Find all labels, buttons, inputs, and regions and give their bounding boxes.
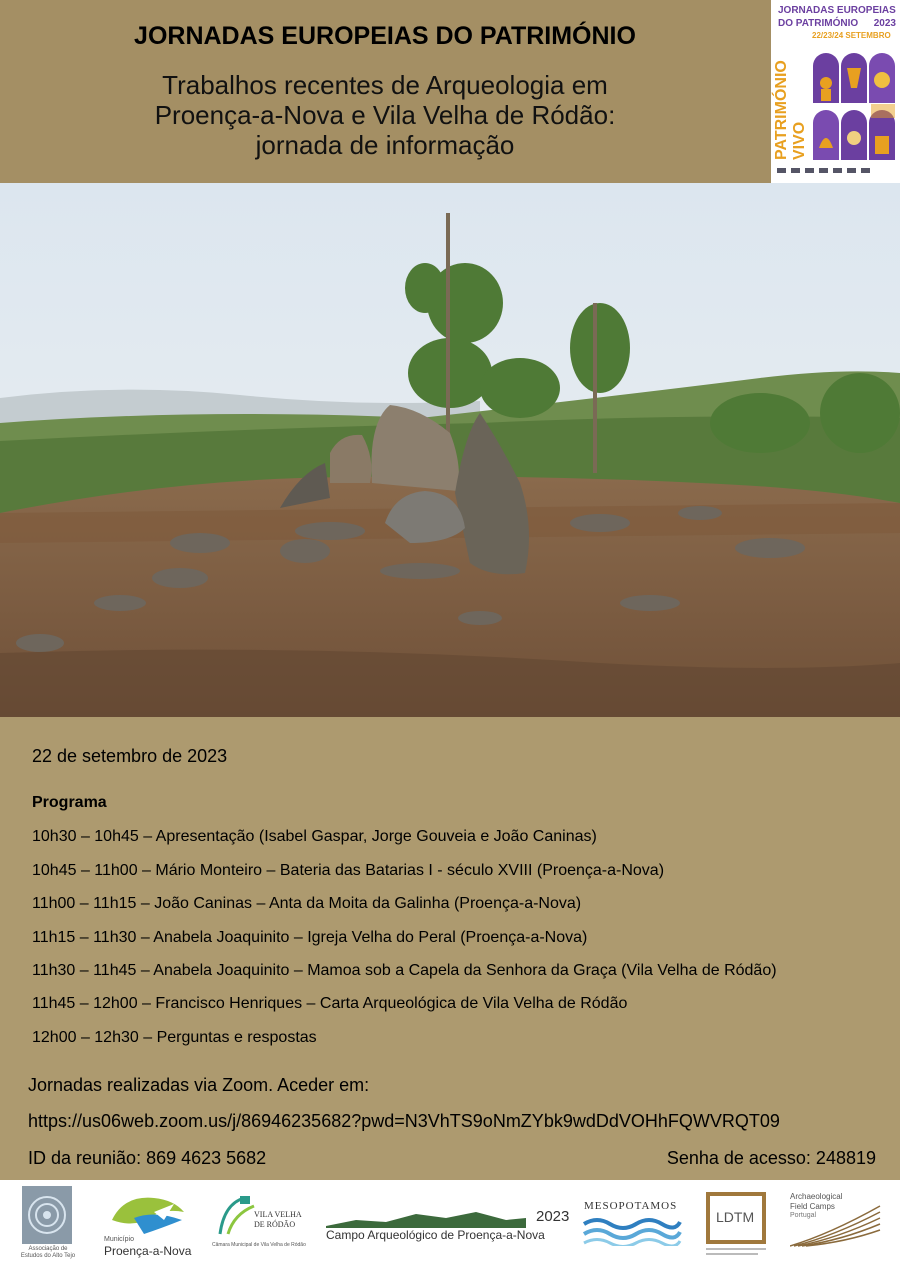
zoom-intro: Jornadas realizadas via Zoom. Aceder em: [28,1075,370,1095]
afc-swoosh-icon [790,1204,882,1248]
afc-line-3: Portugal [790,1212,817,1219]
ldtm-text: LDTM [716,1209,755,1225]
badge-dates: 22/23/24 SETEMBRO [812,31,891,40]
ldtm-caption-line [706,1253,758,1255]
sponsor-logo-icon [847,168,856,173]
campo-arqueologico-logo [324,1206,568,1246]
page-title: JORNADAS EUROPEIAS DO PATRIMÓNIO [134,22,636,50]
afc-line-1: Archaeological [790,1192,843,1201]
programa-item: 12h00 – 12h30 – Perguntas e respostas [32,1029,317,1046]
badge-line-2-text: DO PATRIMÓNIO [778,18,859,29]
aeat-logo [18,1186,76,1266]
badge-vertical-vivo: VIVO [791,121,808,160]
subtitle-line-1: Trabalhos recentes de Arqueologia em [162,70,608,100]
sponsor-logo-icon [805,168,814,173]
sponsor-logo-icon [791,168,800,173]
sponsor-logo-icon [833,168,842,173]
mountain-silhouette-icon [326,1208,526,1228]
programa-item: 10h45 – 11h00 – Mário Monteiro – Bateria das Batarias I - século XVIII (Proença-a-Nova) [32,862,665,879]
archaeological-field-camps-logo [788,1192,888,1258]
vvr-name-1: VILA VELHA [254,1210,302,1219]
proenca-a-nova-logo [100,1190,192,1260]
afc-line-2: Field Camps [790,1202,835,1211]
aeat-emblem-icon [22,1186,72,1244]
programa-item: 11h30 – 11h45 – Anabela Joaquinito – Mamoa sob a Capela da Senhora da Graça (Vila Velha de Ródão) [32,962,777,979]
programa-item: 11h45 – 12h00 – Francisco Henriques – Carta Arqueológica de Vila Velha de Ródão [32,995,628,1012]
programa-item: 10h30 – 10h45 – Apresentação (Isabel Gaspar, Jorge Gouveia e João Caninas) [32,828,597,845]
badge-sponsor-logos [777,168,895,176]
sponsor-logo-icon [777,168,786,173]
ldtm-logo [702,1192,772,1258]
aeat-text: Associação de Estudos do Alto Tejo [20,1246,76,1259]
header-band [0,0,900,183]
subtitle-line-3: jornada de informação [255,130,515,160]
patrimonio-vivo-badge [771,0,900,183]
mesopotamos-logo [580,1200,686,1250]
vvr-subtitle: Câmara Municipal de Vila Velha de Ródão [212,1242,306,1248]
programa-heading: Programa [32,794,107,811]
campo-year: 2023 [536,1208,570,1225]
mesopotamos-text: MESOPOTAMOS [584,1200,678,1212]
badge-vertical-patrimonio: PATRIMÓNIO [773,60,790,160]
badge-year: 2023 [873,18,896,29]
meeting-passcode: Senha de acesso: 248819 [666,1148,876,1168]
badge-line-2 [778,18,896,29]
proenca-bird-icon [104,1190,188,1240]
badge-line-1: JORNADAS EUROPEIAS [778,5,896,16]
programa-item: 11h15 – 11h30 – Anabela Joaquinito – Igreja Velha do Peral (Proença-a-Nova) [32,929,588,946]
vvr-emblem-icon [214,1194,258,1238]
proenca-small-text: Município [104,1236,134,1243]
ldtm-caption-line [706,1248,766,1250]
dolmen-landscape-photo [0,183,900,717]
sponsor-logo-icon [819,168,828,173]
waves-icon [582,1216,682,1246]
proenca-name: Proença-a-Nova [104,1244,192,1258]
event-info-panel [0,717,900,1180]
meeting-id: ID da reunião: 869 4623 5682 [28,1148,267,1168]
sponsor-logo-icon [861,168,870,173]
campo-name: Campo Arqueológico de Proença-a-Nova [326,1228,545,1242]
vvr-name-2: DE RÓDÃO [254,1220,296,1229]
programa-item: 11h00 – 11h15 – João Caninas – Anta da Moita da Galinha (Proença-a-Nova) [32,895,582,912]
partner-logos-footer [0,1180,900,1273]
subtitle-line-2: Proença-a-Nova e Vila Velha de Ródão: [154,100,616,130]
arches-illustration-icon [811,48,897,160]
event-date: 22 de setembro de 2023 [32,746,228,766]
zoom-link[interactable]: https://us06web.zoom.us/j/86946235682?pwd=N3VhTS9oNmZYbk9wdDdVOHhFQWVRQT09 [28,1111,780,1131]
vila-velha-de-rodao-logo [210,1194,312,1264]
